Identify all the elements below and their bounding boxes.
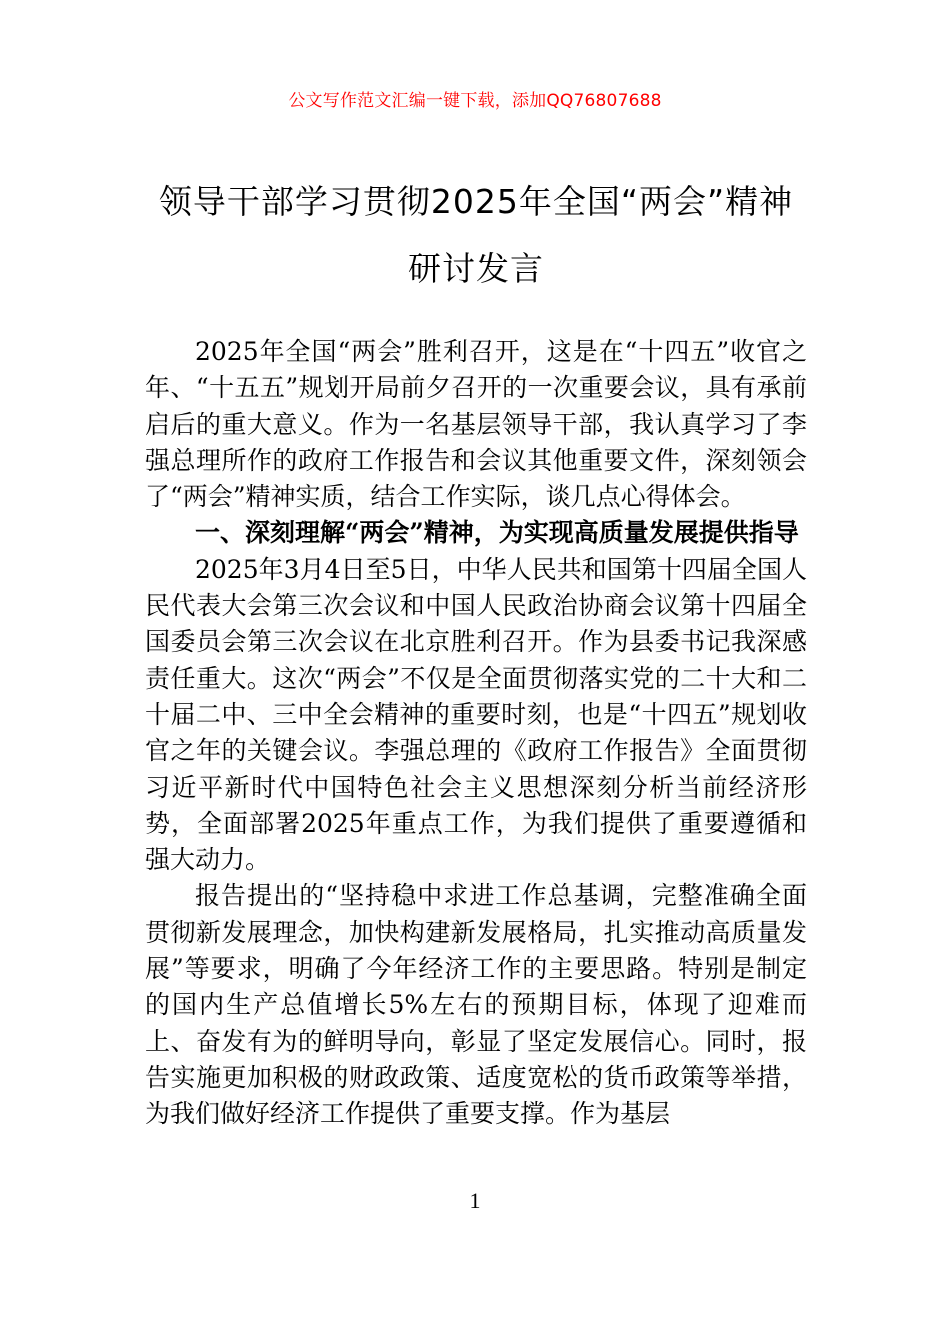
body-paragraph: 2025年3月4日至5日，中华人民共和国第十四届全国人民代表大会第三次会议和中国人民政治协商会议第十四届全国委员会第三次会议在北京胜利召开。作为县委书记我深感责任重大。这次“两会”不仅是全面贯彻落实党的二十大和二十届二中、三中全会精神的重要时刻，也是“十四五”规划收官之年的关键会议。李强总理的《政府工作报告》全面贯彻习近平新时代中国特色社会主义思想深刻分析当前经济形势，全面部署2025年重点工作，为我们提供了重要遵循和强大动力。 [145, 554, 807, 875]
section-heading: 一、深刻理解“两会”精神，为实现高质量发展提供指导 [195, 518, 799, 548]
document-title: 领导干部学习贯彻2025年全国“两会”精神研讨发言 [158, 182, 794, 288]
download-promo-note: 公文写作范文汇编一键下载，添加QQ76807688 [288, 91, 662, 111]
page-number: 1 [469, 1188, 481, 1213]
body-paragraph: 报告提出的“坚持稳中求进工作总基调，完整准确全面贯彻新发展理念，加快构建新发展格局，扎实推动高质量发展”等要求，明确了今年经济工作的主要思路。特别是制定的国内生产总值增长5%左右的预期目标，体现了迎难而上、奋发有为的鲜明导向，彰显了坚定发展信心。同时，报告实施更加积极的财政政策、适度宽松的货币政策等举措，为我们做好经济工作提供了重要支撑。作为基层 [145, 881, 807, 1129]
body-paragraph: 2025年全国“两会”胜利召开，这是在“十四五”收官之年、“十五五”规划开局前夕召开的一次重要会议，具有承前启后的重大意义。作为一名基层领导干部，我认真学习了李强总理所作的政府工作报告和会议其他重要文件，深刻领会了“两会”精神实质，结合工作实际，谈几点心得体会。 [145, 337, 807, 512]
document-body [145, 334, 807, 1133]
